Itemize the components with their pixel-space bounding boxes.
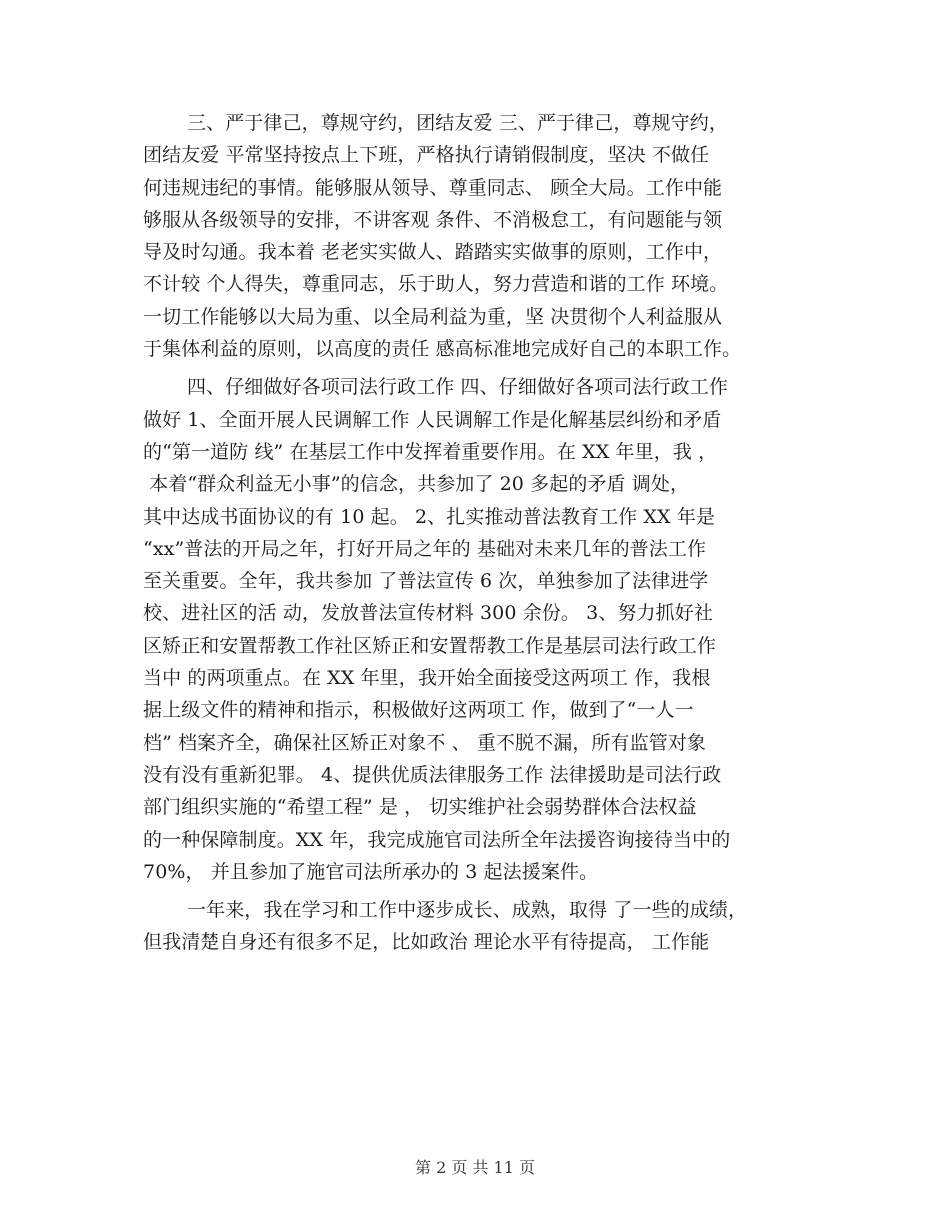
text-line: 导及时勾通。我本着 老老实实做人、踏踏实实做事的原则，工作中， bbox=[143, 241, 723, 264]
document-body bbox=[143, 107, 823, 959]
text-line: 的一种保障制度。XX 年，我完成施官司法所全年法援咨询接待当中的 bbox=[143, 828, 731, 851]
text-line: 其中达成书面协议的有 10 起。 2、扎实推动普法教育工作 XX 年是 bbox=[143, 505, 716, 528]
text-line: 做好 1、全面开展人民调解工作 人民调解工作是化解基层纠纷和矛盾 bbox=[143, 408, 722, 431]
text-line: 没有没有重新犯罪。 4、提供优质法律服务工作 法律援助是司法行政 bbox=[143, 763, 722, 786]
text-line: 于集体利益的原则，以高度的责任 感高标准地完成好自己的本职工作。 bbox=[143, 338, 742, 361]
text-line: 区矫正和安置帮教工作社区矫正和安置帮教工作是基层司法行政工作 bbox=[143, 634, 717, 657]
page-number-footer: 第 2 页 共 11 页 bbox=[415, 1158, 535, 1177]
text-line: 当中 的两项重点。在 XX 年里，我开始全面接受这两项工 作，我根 bbox=[143, 667, 711, 690]
text-line: 档” 档案齐全，确保社区矫正对象不 、 重不脱不漏，所有监管对象 bbox=[143, 731, 707, 754]
text-line: 四、仔细做好各项司法行政工作 四、仔细做好各项司法行政工作 bbox=[187, 376, 728, 399]
text-line: 部门组织实施的“希望工程” 是 ， 切实维护社会弱势群体合法权益 bbox=[143, 796, 697, 819]
text-line: 团结友爱 平常坚持按点上下班，严格执行请销假制度，坚决 不做任 bbox=[143, 144, 710, 167]
text-line: 70%， 并且参加了施官司法所承办的 3 起法援案件。 bbox=[143, 860, 599, 883]
text-line: 的“第一道防 线” 在基层工作中发挥着重要作用。在 XX 年里，我 ， bbox=[143, 440, 718, 463]
text-line: 校、进社区的活 动，发放普法宣传材料 300 余份。 3、努力抓好社 bbox=[143, 602, 713, 625]
text-line: 一切工作能够以大局为重、以全局利益为重，坚 决贯彻个人利益服从 bbox=[143, 305, 723, 328]
text-line: 够服从各级领导的安排，不讲客观 条件、不消极怠工，有问题能与领 bbox=[143, 208, 723, 231]
text-line: 本着“群众利益无小事”的信念，共参加了 20 多起的矛盾 调处， bbox=[143, 473, 690, 496]
paragraph-section-four bbox=[143, 371, 823, 888]
text-line: 三、严于律己，尊规守约，团结友爱 三、严于律己，尊规守约， bbox=[187, 112, 728, 134]
text-line: “xx”普法的开局之年，打好开局之年的 基础对未来几年的普法工作 bbox=[143, 537, 707, 560]
text-line: 据上级文件的精神和指示，积极做好这两项工 作，做到了“一人一 bbox=[143, 699, 694, 722]
paragraph-closing bbox=[143, 894, 823, 959]
text-line: 但我清楚自身还有很多不足，比如政治 理论水平有待提高， 工作能 bbox=[143, 931, 710, 954]
text-line: 一年来，我在学习和工作中逐步成长、成熟，取得 了一些的成绩， bbox=[187, 899, 748, 922]
text-line: 不计较 个人得失，尊重同志，乐于助人，努力营造和谐的工作 环境。 bbox=[143, 273, 729, 296]
paragraph-section-three bbox=[143, 107, 823, 365]
text-line: 至关重要。全年，我共参加 了普法宣传 6 次，单独参加了法律进学 bbox=[143, 570, 709, 593]
text-line: 何违规违纪的事情。能够服从领导、尊重同志、 顾全大局。工作中能 bbox=[143, 176, 723, 199]
